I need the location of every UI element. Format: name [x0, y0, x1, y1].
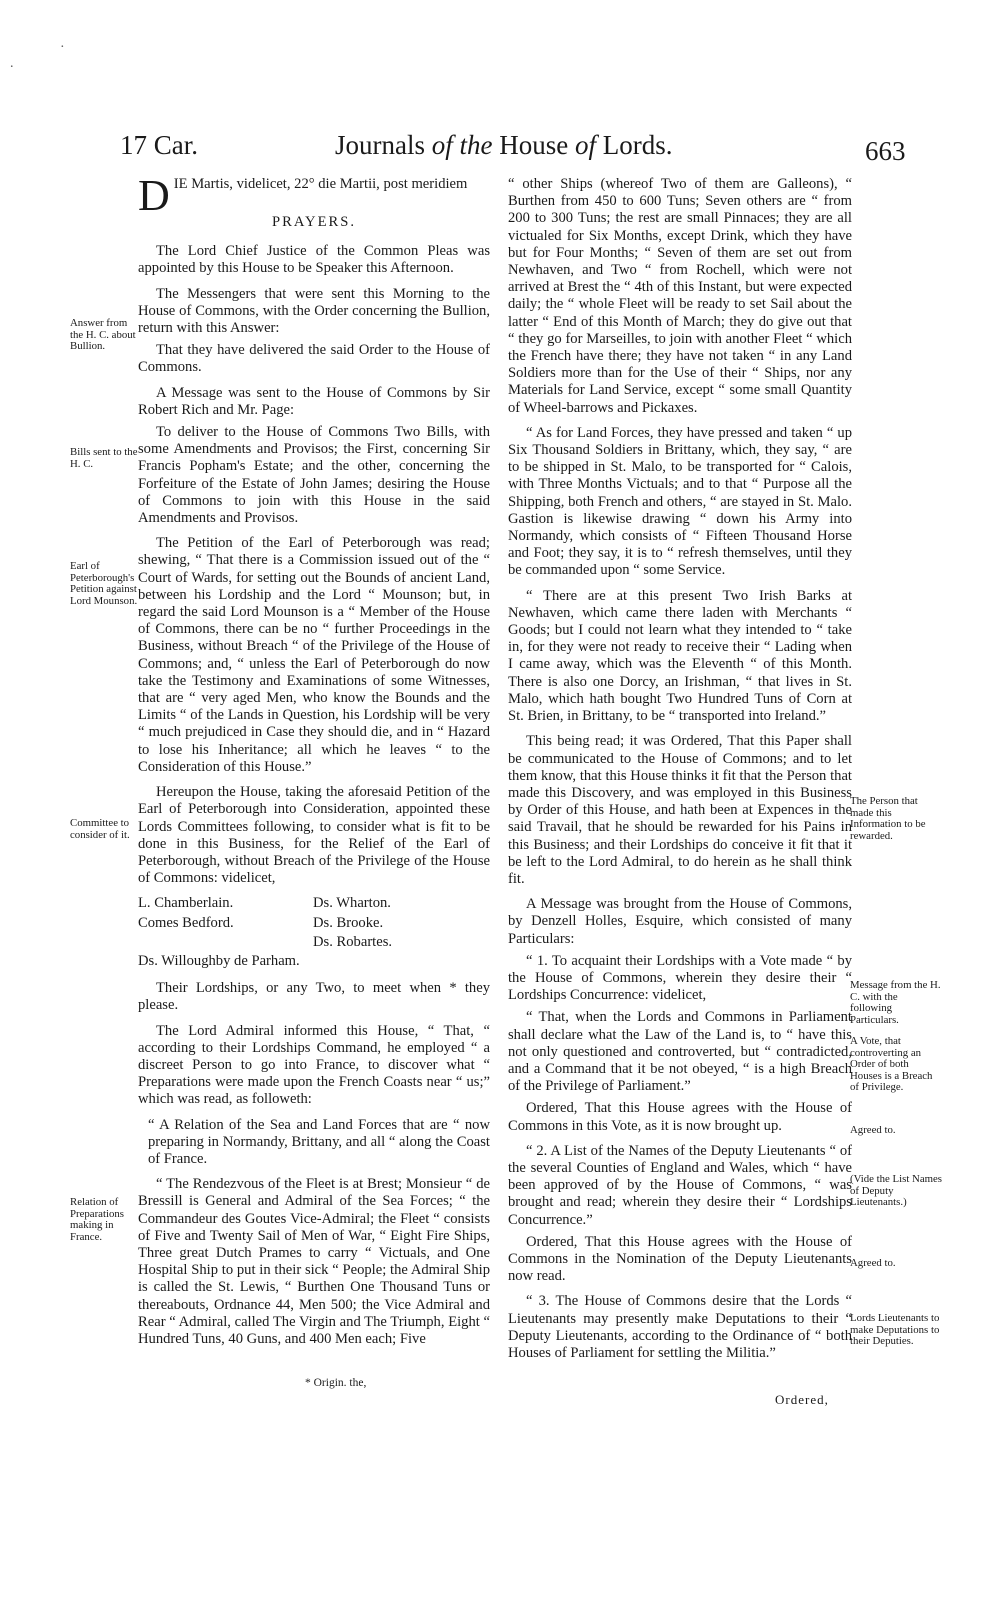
paragraph: “ 2. A List of the Names of the Deputy Lieutenants “ of the several Counties of England and Wales, which “ have been approved of by the House of Commons, “ was brought and read; wherein they desire their “ Lordships Concurrence.”: [508, 1142, 852, 1228]
paragraph: The Messengers that were sent this Morning to the House of Commons, with the Order concerning the Bullion, return with this Answer:: [138, 285, 490, 337]
margin-note-agreed: Agreed to.: [850, 1124, 896, 1136]
paragraph: That they have delivered the said Order to the House of Commons.: [138, 342, 490, 376]
title-word-of-1: of: [431, 130, 453, 160]
committee-name: Ds. Robartes.: [313, 933, 393, 950]
paragraph: The Lord Chief Justice of the Common Pleas was appointed by this House to be Speaker this Afternoon.: [138, 243, 490, 277]
committee-name: Ds. Willoughby de Parham.: [138, 952, 300, 969]
paragraph: Ordered, That this House agrees with the House of Commons in the Nomination of the Deputy Lieutenants now read.: [508, 1233, 852, 1285]
right-column: [508, 176, 852, 1367]
committee-name: L. Chamberlain.: [138, 895, 234, 912]
paragraph: Ordered, That this House agrees with the House of Commons in this Vote, as it is now brought up.: [508, 1100, 852, 1134]
margin-note-relation: Relation of Preparations making in France.: [70, 1196, 124, 1243]
committee-name: Ds. Brooke.: [313, 914, 384, 931]
prayers-heading: PRAYERS.: [271, 214, 356, 230]
committee-name: [138, 934, 313, 951]
committee-names-list: [138, 895, 490, 970]
paragraph: “ That, when the Lords and Commons in Parliament shall declare what the Law of the Land is, to “ have this not only questioned and controverted, but “ contradicted, and a Command that it be not obeyed, “ is a high Breach of the Privilege of Parliament.”: [508, 1009, 852, 1095]
page-header-left: 17 Car.: [120, 130, 198, 160]
paragraph: “ As for Land Forces, they have pressed and taken “ up Six Thousand Soldiers in Brittany, which, they say, “ are to be shipped in St. Malo, to be transported for “ Calois, with Three Months Victuals; and to that “ Purpose all the Shipping, both French and others, “ are stayed in St. Malo. Gastion is likewise drawing “ down his Army into Normandy, which consists of “ Fifteen Thousand Horse and Foot; they say, it is to “ refresh themselves, until they be commanded upon “ some Service.: [508, 424, 852, 579]
paragraph: “ A Relation of the Sea and Land Forces that are “ now preparing in Normandy, Brittany, and all “ along the Coast of France.: [148, 1116, 490, 1167]
margin-note-list: (Vide the List Names of Deputy Lieutenants.): [850, 1173, 943, 1208]
print-speck-mark: .: [10, 56, 14, 71]
title-word-journals: Journals: [335, 130, 425, 160]
margin-note-person: The Person that made this Information to be rewarded.: [850, 795, 926, 842]
committee-name: Comes Bedford.: [138, 914, 234, 931]
left-column: [138, 171, 490, 1353]
paragraph: “ 1. To acquaint their Lordships with a Vote made “ by the House of Commons, wherein they desire their “ Lordships Concurrence: videlicet,: [508, 952, 852, 1004]
paragraph: “ 3. The House of Commons desire that the Lords “ Lieutenants may presently make Deputations to their “ Deputy Lieutenants, according to the Ordinance of “ both Houses of Parliament for settling the Militia.”: [508, 1293, 852, 1361]
page-header-title: [335, 132, 673, 159]
margin-note-message: Message from the H. C. with the following Particulars.: [850, 979, 941, 1026]
title-word-house: House: [499, 130, 569, 160]
paragraph: Their Lordships, or any Two, to meet when * they please.: [138, 980, 490, 1014]
paragraph: This being read; it was Ordered, That this Paper shall be communicated to the House of Commons; and to let them know, that this House thinks it fit that the Person that made this Discovery, and was employed in this Business by Order of this House, and hath been at Expences in the said Travail, that he should be rewarded for his Pains in this Business; and their Lordships do conceive it fit that it be left to the Lord Admiral, to do herein as he shall think fit.: [508, 733, 852, 887]
paragraph: The Lord Admiral informed this House, “ That, “ according to their Lordships Command, he employed “ a discreet Person to go into France, to discover what “ Preparations were made upon the French Coasts near “ us;” which was read, as followeth:: [138, 1022, 490, 1108]
margin-note-petition: Earl of Peterborough's Petition against Lord Mounson.: [70, 560, 138, 607]
title-word-lords: Lords.: [602, 130, 673, 160]
margin-note-bills: Bills sent to the H. C.: [70, 446, 138, 470]
paragraph: The Petition of the Earl of Peterborough was read; shewing, “ That there is a Commission issued out of the “ Court of Wards, for setting out the Bounds of ancient Land, between his Lordship and the Lord “ Mounson; but, in regard the said Lord Mounson is a “ Member of the House of Commons, there can be no “ further Proceedings in the Business, without Breach “ of the Privilege of the House of Commons; and, “ unless the Earl of Peterborough do now take the Testimony and Examinations of some Witnesses, that are “ very aged Men, who know the Bounds and the Limits “ of the Lands in Question, his Lordship will be very “ much prejudiced in Case they should die, and in “ Hazard to lose his Inheritance; all which he leaves “ to the Consideration of this House.”: [138, 535, 490, 775]
margin-note-deputations: Lords Lieutenants to make Deputations to their Deputies.: [850, 1312, 940, 1347]
footnote: * Origin. the,: [305, 1377, 367, 1389]
paragraph: “ There are at this present Two Irish Barks at Newhaven, which came there laden with Merchants “ Goods; but I could not learn what they intended to “ take in, for they were not ready to receive their “ Lading when I came away, which was the Eleventh “ of this Month. There is also one Dorcy, an Irishman, “ that lives in St. Malo, which hath bought Two Hundred Tuns of Corn at St. Brien, in Brittany, to be “ transported into Ireland.”: [508, 587, 852, 725]
date-text: IE Martis, videlicet, 22° die Martii, post meridiem: [173, 176, 468, 192]
catchword: Ordered,: [775, 1392, 829, 1407]
paragraph: “ other Ships (whereof Two of them are Galleons), “ Burthen from 450 to 600 Tuns; Seven others are “ from 200 to 300 Tuns; the rest are small Pinnaces; they are all victualed for Six Months, except Drink, which they have but for Four Months; “ Seven of them are set out from Newhaven, and Two “ from Rochell, which were not arrived at Brest the “ 4th of this Instant, but were expected daily; the “ whole Fleet will be ready to set Sail about the latter “ End of this Month of March; they do give out that “ they go for Marseilles, to join with another Fleet “ which the French have there; they have not taken “ in any Land Soldiers more than for the Use of their “ Ships, nor any Materials for Land Service, except “ some small Quantity of Wheel-barrows and Pickaxes.: [508, 176, 852, 416]
margin-note-agreed: Agreed to.: [850, 1257, 896, 1269]
paragraph: To deliver to the House of Commons Two Bills, with some Amendments and Provisos; the First, concerning Sir Francis Popham's Estate; and the other, concerning the Forfeiture of the Estate of John James; desiring the House of Commons to join with this House in the said Amendments and Provisos.: [138, 424, 490, 527]
paragraph: A Message was brought from the House of Commons, by Denzell Holles, Esquire, which consisted of many Particulars:: [508, 896, 852, 947]
paragraph: Hereupon the House, taking the aforesaid Petition of the Earl of Peterborough into Consideration, appointed these Lords Committees following, to consider what is fit to be done in this Business, for the Relief of the Earl of Peterborough, without Breach of the Privilege of the House of Commons: videlicet,: [138, 784, 490, 887]
title-word-of-2: of: [575, 130, 597, 160]
page-number: 663: [865, 136, 906, 166]
paragraph: A Message was sent to the House of Commons by Sir Robert Rich and Mr. Page:: [138, 384, 490, 418]
drop-cap-letter: D: [138, 171, 170, 220]
margin-note-vote: A Vote, that controverting an Order of both Houses is a Breach of Privilege.: [850, 1035, 933, 1093]
title-word-the: the: [459, 130, 493, 160]
committee-name: Ds. Wharton.: [313, 895, 391, 912]
paragraph: “ The Rendezvous of the Fleet is at Brest; Monsieur “ de Bressill is General and Admiral of the Sea Forces; “ the Commandeur des Goutes Vice-Admiral; the Fleet “ consists of Five and Twenty Sail of Men of War, “ Eight Fire Ships, Three great Dutch Prames to carry “ Victuals, and One Hospital Ship to put in their sick “ People; the Admiral Ship is called the St. Lewis, “ Burthen One Thousand Tuns or thereabouts, Ordnance 44, Men 500; the Vice Admiral and Rear “ Admiral, called The Virgin and The Triumph, Eight “ Hundred Tuns, 40 Guns, and 400 Men each; Five: [138, 1176, 490, 1347]
print-speck-mark: ·: [60, 40, 65, 55]
margin-note-committee: Committee to consider of it.: [70, 817, 130, 841]
date-line: [138, 171, 490, 220]
margin-note-answer: Answer from the H. C. about Bullion.: [70, 317, 136, 352]
